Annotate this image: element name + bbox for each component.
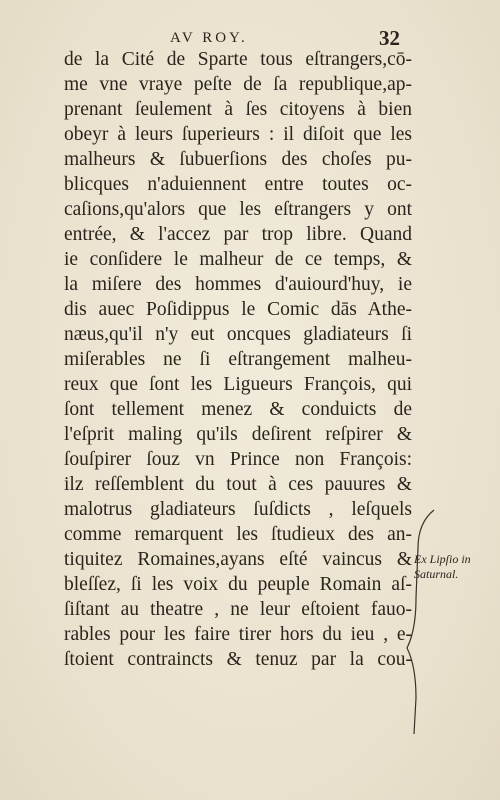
text-line: dis auec Poſidippus le Comic dās Athe- <box>64 299 412 320</box>
marginal-bracket <box>404 508 444 738</box>
text-line: miſerables ne ſi eſtrangement malheu- <box>64 349 412 370</box>
marginal-note <box>414 552 500 582</box>
text-line: tiquitez Romaines,ayans eſté vaincus & <box>64 549 412 570</box>
text-line: blicques n'aduiennent entre toutes oc- <box>64 174 412 195</box>
marginal-note-line: Saturnal. <box>414 567 459 581</box>
text-line: me vne vraye peſte de ſa republique,ap- <box>64 74 412 95</box>
text-line: ſont tellement menez & conduicts de <box>64 399 412 420</box>
text-line: ſiſtant au theatre , ne leur eſtoient fauo- <box>64 599 412 620</box>
text-line: entrée, & l'accez par trop libre. Quand <box>64 224 412 245</box>
text-line: caſions,qu'alors que les eſtrangers y ont <box>64 199 412 220</box>
text-line: obeyr à leurs ſuperieurs : il diſoit que les <box>64 124 412 145</box>
text-line: ie conſidere le malheur de ce temps, & <box>64 249 412 270</box>
text-line: de la Cité de Sparte tous eſtrangers,cō- <box>64 49 412 70</box>
body-text <box>64 47 412 672</box>
page-number: 32 <box>379 26 400 50</box>
text-line: næus,qu'il n'y eut oncques gladiateurs ſi <box>64 324 412 345</box>
text-line: la miſere des hommes d'auiourd'huy, ie <box>64 274 412 295</box>
text-line: ſouſpirer ſouz vn Prince non François: <box>64 449 412 470</box>
running-head: AV ROY. <box>170 30 248 46</box>
text-line: l'eſprit maling qu'ils deſirent reſpirer & <box>64 424 412 445</box>
text-line: prenant ſeulement à ſes citoyens à bien <box>64 99 412 120</box>
text-line: rables pour les faire tirer hors du ieu , e- <box>64 624 412 645</box>
text-line: malheurs & ſubuerſions des choſes pu- <box>64 149 412 170</box>
text-line: reux que ſont les Ligueurs François, qui <box>64 374 412 395</box>
marginal-note-line: Ex Lipſio in <box>414 552 471 566</box>
text-line: ilz reſſemblent du tout à ces pauures & <box>64 474 412 495</box>
text-line: ſtoient contraincts & tenuz par la cou- <box>64 649 412 670</box>
text-line: malotrus gladiateurs ſuſdicts , leſquels <box>64 499 412 520</box>
text-line: comme remarquent les ſtudieux des an- <box>64 524 412 545</box>
text-line: bleſſez, ſi les voix du peuple Romain aſ- <box>64 574 412 595</box>
